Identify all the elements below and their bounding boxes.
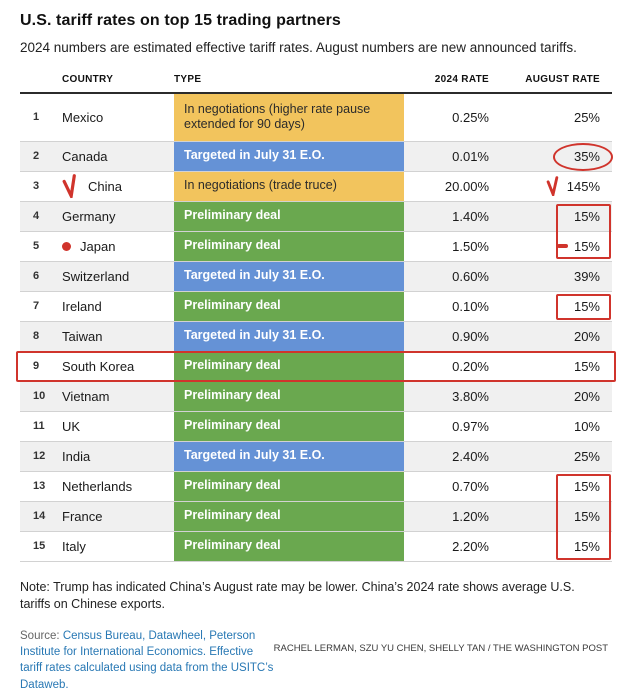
rate-2024: 1.40% [452,208,489,224]
rate-august-value: 35% [573,148,600,164]
country-cell [62,352,174,381]
source-links[interactable]: Census Bureau, Datawheel, Peterson Institute for International Economics. Effective tariff rates calculated using data from the USITC’s Dataweb. [20,629,274,691]
type-cell: Preliminary deal [174,532,404,561]
table-body [20,94,612,562]
page-subtitle: 2024 numbers are estimated effective tariff rates. August numbers are new announced tariffs. [20,40,577,55]
table-row [20,322,612,352]
table-header-row [20,74,612,94]
table-row [20,172,612,202]
rate-august-cell [497,172,612,201]
table-row [20,442,612,472]
table-row [20,262,612,292]
red-dot-icon [62,242,71,251]
country-label: China [88,178,122,194]
red-dash-icon [557,244,568,248]
rate-august-value: 15% [573,238,600,254]
byline-credits: RACHEL LERMAN, SZU YU CHEN, SHELLY TAN / THE WASHINGTON POST [273,642,608,654]
country-label: France [62,508,103,524]
rate-august-cell [497,352,612,381]
type-cell: Preliminary deal [174,292,404,321]
rate-2024: 0.20% [452,358,489,374]
country-label: Switzerland [62,268,130,284]
rank: 9 [33,360,40,373]
column-header-country: COUNTRY [62,73,114,85]
rank: 10 [33,390,46,403]
country-cell [62,94,174,141]
rate-august-value: 39% [573,268,600,284]
rank: 6 [33,270,40,283]
rate-august-cell [497,442,612,471]
rate-august-cell [497,532,612,561]
rate-august-value: 25% [573,109,600,125]
type-cell: Preliminary deal [174,382,404,411]
red-check-icon-august [546,176,561,196]
page-title: U.S. tariff rates on top 15 trading partners [20,12,341,29]
column-header-type: TYPE [174,73,202,85]
type-cell: Preliminary deal [174,202,404,231]
country-label: Ireland [62,298,102,314]
rate-august-cell [497,262,612,291]
country-cell [62,262,174,291]
column-header-august-rate: AUGUST RATE [525,73,600,85]
rate-august-value: 15% [573,208,600,224]
country-label: Taiwan [62,328,103,344]
rate-august-value: 15% [573,508,600,524]
country-label: South Korea [62,358,135,374]
table-row [20,142,612,172]
type-cell: In negotiations (higher rate pause extended for 90 days) [174,94,404,141]
rate-2024: 2.20% [452,538,489,554]
column-header-2024-rate: 2024 RATE [434,73,489,85]
rate-2024: 2.40% [452,448,489,464]
rate-2024: 0.01% [452,148,489,164]
country-label: India [62,448,91,464]
rate-2024: 0.97% [452,418,489,434]
table-row [20,382,612,412]
country-label: Japan [80,238,116,254]
table-row [20,502,612,532]
rate-august-cell [497,94,612,141]
country-label: Netherlands [62,478,133,494]
rate-august-cell [497,322,612,351]
type-cell: Preliminary deal [174,232,404,261]
type-cell: Targeted in July 31 E.O. [174,142,404,171]
footnote: Note: Trump has indicated China’s August rate may be lower. China’s 2024 rate shows average U.S. tariffs on Chinese exports. [20,579,575,612]
red-check-icon-country [61,174,81,199]
type-cell: Preliminary deal [174,472,404,501]
rate-august-value: 25% [573,448,600,464]
table-row [20,232,612,262]
rate-2024: 1.20% [452,508,489,524]
type-cell: Preliminary deal [174,352,404,381]
country-label: UK [62,418,81,434]
rank: 2 [33,150,40,163]
rank: 3 [33,180,40,193]
rate-2024: 0.90% [452,328,489,344]
rate-2024: 20.00% [444,178,489,194]
country-cell [62,322,174,351]
type-cell: Preliminary deal [174,502,404,531]
rate-august-value: 15% [573,358,600,374]
rate-2024: 1.50% [452,238,489,254]
country-cell [62,532,174,561]
type-cell: In negotiations (trade truce) [174,172,404,201]
country-cell [62,232,174,261]
country-cell [62,172,174,201]
rate-august-value: 20% [573,388,600,404]
rate-august-cell [497,232,612,261]
country-label: Vietnam [62,388,110,404]
rank: 14 [33,510,46,523]
rate-august-value: 145% [566,178,600,194]
rate-2024: 0.60% [452,268,489,284]
type-cell: Targeted in July 31 E.O. [174,262,404,291]
country-label: Canada [62,148,108,164]
country-cell [62,202,174,231]
rate-august-value: 15% [573,538,600,554]
source-label: Source: [20,629,63,642]
rate-august-cell [497,202,612,231]
rank: 4 [33,210,40,223]
country-label: Mexico [62,109,104,125]
country-cell [62,442,174,471]
country-cell [62,412,174,441]
table-row [20,532,612,562]
country-cell [62,472,174,501]
rate-august-cell [497,472,612,501]
table-rows [20,94,612,562]
type-cell: Targeted in July 31 E.O. [174,442,404,471]
rate-2024: 0.25% [452,109,489,125]
country-cell [62,142,174,171]
footer [20,628,610,693]
country-label: Italy [62,538,86,554]
rate-august-cell [497,292,612,321]
rank: 11 [33,420,45,433]
country-cell [62,292,174,321]
rate-2024: 0.10% [452,298,489,314]
rank: 13 [33,480,46,493]
rate-2024: 0.70% [452,478,489,494]
type-cell: Preliminary deal [174,412,404,441]
country-label: Germany [62,208,116,224]
rate-2024: 3.80% [452,388,489,404]
rank: 7 [33,300,40,313]
table-row [20,202,612,232]
table-row [20,472,612,502]
rate-august-cell [497,142,612,171]
rate-august-value: 10% [573,418,600,434]
type-cell: Targeted in July 31 E.O. [174,322,404,351]
table-row [20,94,612,142]
rank: 1 [33,111,40,124]
rank: 15 [33,540,46,553]
source-line [20,628,274,693]
rank: 12 [33,450,46,463]
rate-august-value: 15% [573,478,600,494]
tariff-table [20,74,612,562]
table-row [20,412,612,442]
rate-august-cell [497,412,612,441]
rate-august-value: 15% [573,298,600,314]
country-cell [62,502,174,531]
rank: 8 [33,330,40,343]
table-row [20,352,612,382]
country-cell [62,382,174,411]
rate-august-cell [497,502,612,531]
rate-august-value: 20% [573,328,600,344]
table-row [20,292,612,322]
rank: 5 [33,240,40,253]
rate-august-cell [497,382,612,411]
